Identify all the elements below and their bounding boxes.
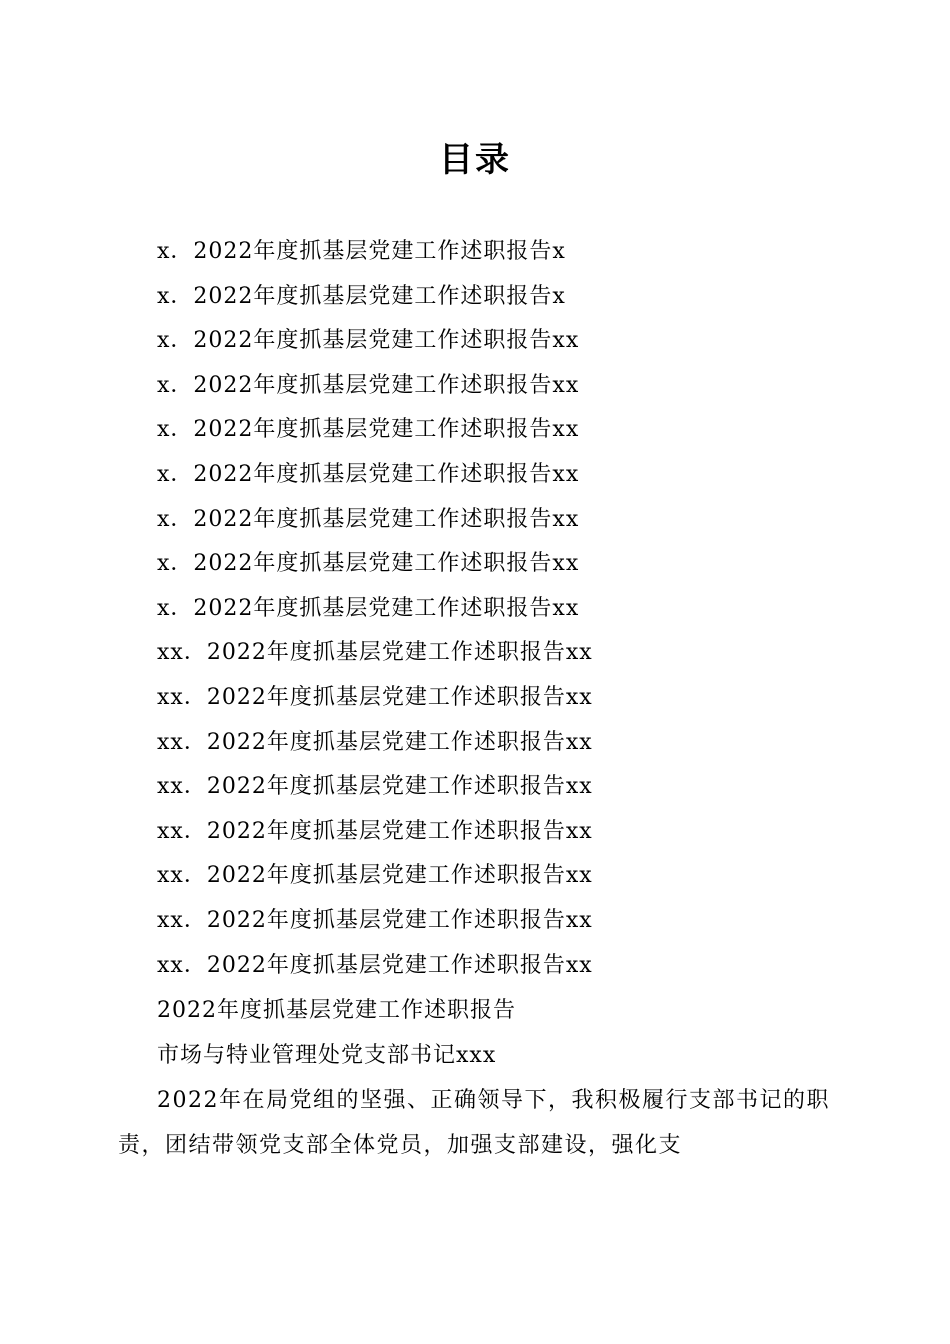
toc-entry-title: 2022年度抓基层党建工作述职报告 <box>206 684 566 710</box>
toc-entry-page: xx <box>552 506 580 532</box>
toc-entry[interactable] <box>157 587 593 632</box>
toc-entry-title: 2022年度抓基层党建工作述职报告 <box>206 863 566 889</box>
toc-entry[interactable] <box>157 408 593 453</box>
toc-entry-page: x <box>552 239 566 264</box>
toc-entry-title: 2022年度抓基层党建工作述职报告 <box>206 774 566 800</box>
document-heading: 2022年度抓基层党建工作述职报告 <box>157 998 516 1023</box>
toc-entry[interactable] <box>157 453 593 498</box>
toc-entry-page: xx <box>565 684 593 710</box>
toc-entry[interactable] <box>157 765 593 810</box>
document-body <box>118 988 830 1168</box>
toc-entry[interactable] <box>157 854 593 899</box>
toc-entry-number: xx． <box>157 774 207 800</box>
toc-entry-number: x． <box>157 506 194 532</box>
toc-entry-number: x． <box>157 328 194 354</box>
toc-entry-title: 2022年度抓基层党建工作述职报告 <box>193 283 553 309</box>
table-of-contents <box>157 230 593 988</box>
document-author: 市场与特业管理处党支部书记xxx <box>157 1043 497 1068</box>
toc-entry-title: 2022年度抓基层党建工作述职报告 <box>193 328 553 354</box>
toc-entry-page: xx <box>552 328 580 354</box>
toc-entry-page: xx <box>565 907 593 933</box>
toc-entry-title: 2022年度抓基层党建工作述职报告 <box>206 640 566 666</box>
page-title: 目录 <box>439 140 511 180</box>
toc-entry-title: 2022年度抓基层党建工作述职报告 <box>193 595 553 621</box>
toc-entry[interactable] <box>157 364 593 409</box>
toc-entry-page: x <box>552 283 566 309</box>
toc-entry-page: xx <box>552 551 580 577</box>
toc-entry-title: 2022年度抓基层党建工作述职报告 <box>193 461 553 487</box>
toc-entry-number: x． <box>157 461 194 487</box>
toc-entry[interactable] <box>157 230 593 275</box>
toc-entry-page: xx <box>552 372 580 398</box>
toc-entry-title: 2022年度抓基层党建工作述职报告 <box>206 907 566 933</box>
toc-entry[interactable] <box>157 542 593 587</box>
toc-entry-title: 2022年度抓基层党建工作述职报告 <box>193 417 553 443</box>
toc-entry-page: xx <box>552 461 580 487</box>
toc-entry[interactable] <box>157 631 593 676</box>
toc-entry-title: 2022年度抓基层党建工作述职报告 <box>206 818 566 844</box>
toc-entry-title: 2022年度抓基层党建工作述职报告 <box>193 372 553 398</box>
toc-entry-number: x． <box>157 283 194 309</box>
toc-entry[interactable] <box>157 899 593 944</box>
toc-entry-title: 2022年度抓基层党建工作述职报告 <box>206 952 566 978</box>
toc-entry[interactable] <box>157 319 593 364</box>
toc-entry-page: xx <box>552 595 580 621</box>
toc-entry-number: xx． <box>157 818 207 844</box>
toc-entry-title: 2022年度抓基层党建工作述职报告 <box>193 506 553 532</box>
toc-entry[interactable] <box>157 275 593 320</box>
toc-entry-number: x． <box>157 595 194 621</box>
toc-entry-page: xx <box>565 729 593 755</box>
toc-entry-number: x． <box>157 551 194 577</box>
toc-entry-number: x． <box>157 239 194 264</box>
toc-entry-page: xx <box>565 952 593 978</box>
toc-entry-page: xx <box>565 863 593 889</box>
toc-entry-number: x． <box>157 417 194 443</box>
toc-entry-page: xx <box>552 417 580 443</box>
toc-entry[interactable] <box>157 944 593 989</box>
toc-entry-page: xx <box>565 774 593 800</box>
toc-entry-number: xx． <box>157 907 207 933</box>
toc-entry-title: 2022年度抓基层党建工作述职报告 <box>206 729 566 755</box>
toc-entry-number: xx． <box>157 640 207 666</box>
toc-entry-number: xx． <box>157 863 207 889</box>
toc-entry-page: xx <box>565 818 593 844</box>
toc-entry-title: 2022年度抓基层党建工作述职报告 <box>193 239 553 264</box>
toc-entry[interactable] <box>157 810 593 855</box>
toc-entry-number: xx． <box>157 952 207 978</box>
toc-entry[interactable] <box>157 498 593 543</box>
toc-entry[interactable] <box>157 721 593 766</box>
toc-entry-number: xx． <box>157 729 207 755</box>
toc-entry[interactable] <box>157 676 593 721</box>
toc-entry-page: xx <box>565 640 593 666</box>
toc-entry-number: x． <box>157 372 194 398</box>
toc-entry-number: xx． <box>157 684 207 710</box>
toc-entry-title: 2022年度抓基层党建工作述职报告 <box>193 551 553 577</box>
document-paragraph: 2022年在局党组的坚强、正确领导下，我积极履行支部书记的职责，团结带领党支部全体党员，加强支部建设，强化支 <box>118 1088 830 1158</box>
